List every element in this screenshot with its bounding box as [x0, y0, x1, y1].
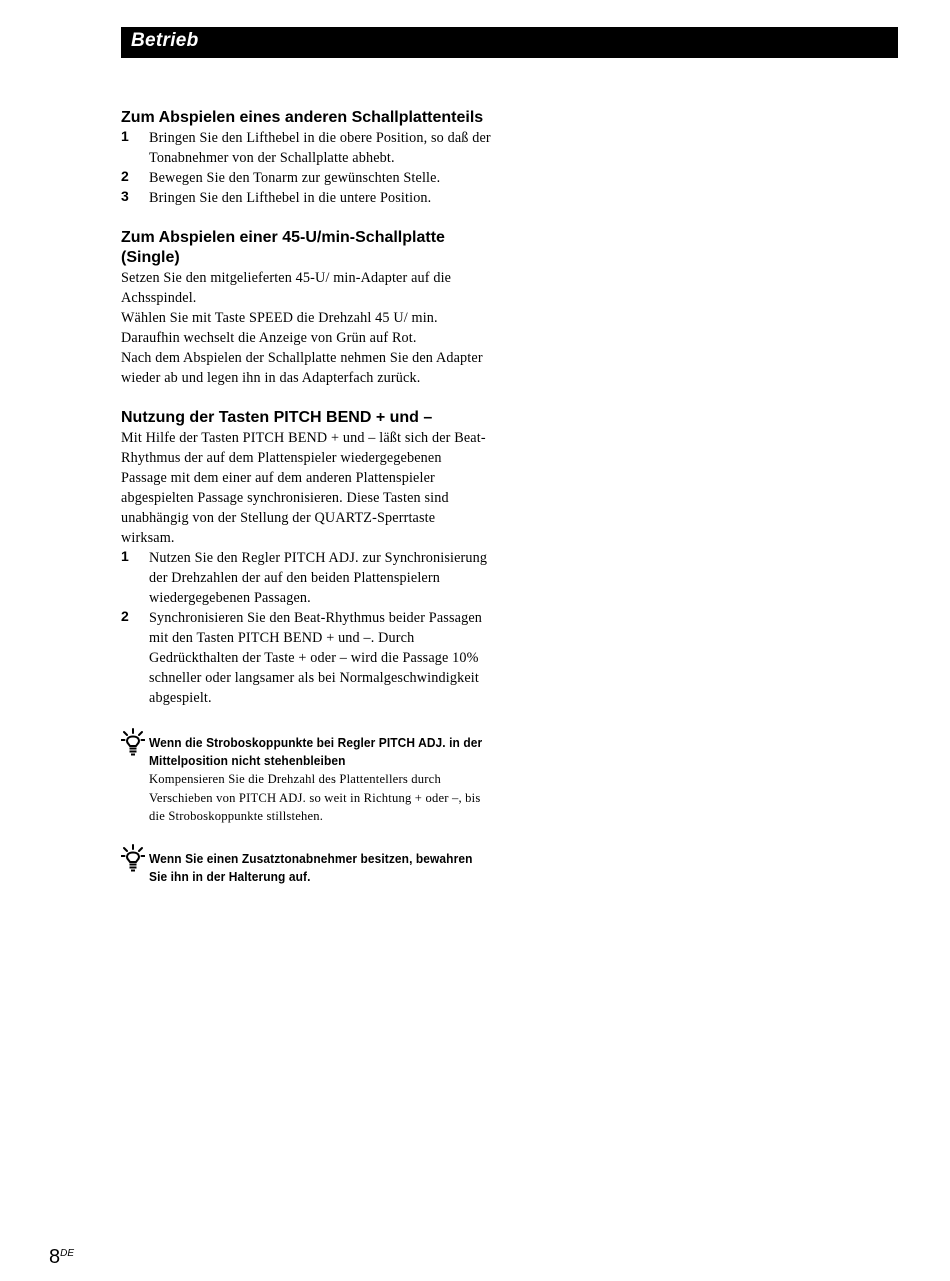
lightbulb-icon	[121, 728, 145, 758]
section-title: Betrieb	[131, 30, 199, 51]
paragraph: Wählen Sie mit Taste SPEED die Drehzahl 45 U/ min. Daraufhin wechselt die Anzeige von Grün auf Rot.	[121, 310, 438, 346]
tip-title: Wenn die Stroboskoppunkte bei Regler PITCH ADJ. in der Mittelposition nicht stehenbleiben	[149, 735, 483, 768]
step-text: Bewegen Sie den Tonarm zur gewünschten Stelle.	[149, 170, 441, 186]
step-item	[121, 548, 491, 608]
lightbulb-icon	[121, 844, 145, 874]
step-text: Bringen Sie den Lifthebel in die untere Position.	[149, 190, 432, 206]
paragraph: Setzen Sie den mitgelieferten 45-U/ min-Adapter auf die Achsspindel.	[121, 270, 452, 306]
section-other-part	[121, 108, 491, 208]
step-number: 1	[121, 128, 129, 144]
step-item	[121, 168, 491, 188]
tip-note	[121, 734, 491, 826]
paragraph: Nach dem Abspielen der Schallplatte nehmen Sie den Adapter wieder ab und legen ihn in das Adapterfach zurück.	[121, 350, 483, 386]
main-content	[121, 108, 491, 886]
step-item	[121, 128, 491, 168]
page-number	[49, 1246, 74, 1269]
step-text: Bringen Sie den Lifthebel in die obere Position, so daß der Tonabnehmer von der Schallplatte abhebt.	[149, 130, 491, 166]
section-heading: Nutzung der Tasten PITCH BEND + und –	[121, 409, 433, 426]
section-single-record	[121, 228, 491, 388]
step-number: 2	[121, 168, 129, 184]
tip-body: Kompensieren Sie die Drehzahl des Plattentellers durch Verschieben von PITCH ADJ. so weit in Richtung + oder –, bis die Stroboskoppunkte stillstehen.	[149, 772, 481, 823]
section-heading: Zum Abspielen einer 45-U/min-Schallplatte (Single)	[121, 229, 445, 266]
step-number: 2	[121, 608, 129, 624]
section-heading: Zum Abspielen eines anderen Schallplattenteils	[121, 109, 484, 126]
step-number: 1	[121, 548, 129, 564]
page-language-suffix: DE	[60, 1248, 75, 1259]
step-text: Nutzen Sie den Regler PITCH ADJ. zur Synchronisierung der Drehzahlen der auf den beiden Plattenspielern wiedergegebenen Passagen.	[149, 550, 488, 606]
step-text: Synchronisieren Sie den Beat-Rhythmus beider Passagen mit den Tasten PITCH BEND + und –. Durch Gedrückthalten der Taste + oder – wird die Passage 10% schneller oder langsamer als bei Normalgeschwindigkeit abgespielt.	[149, 610, 483, 706]
section-pitch-bend	[121, 408, 491, 708]
step-item	[121, 188, 491, 208]
step-number: 3	[121, 188, 129, 204]
tip-title: Wenn Sie einen Zusatztonabnehmer besitzen, bewahren Sie ihn in der Halterung auf.	[149, 850, 473, 884]
section-header-bar	[121, 27, 898, 58]
step-item	[121, 608, 491, 708]
tip-note	[121, 850, 491, 886]
page-number-value: 8	[49, 1246, 61, 1268]
paragraph: Mit Hilfe der Tasten PITCH BEND + und – läßt sich der Beat-Rhythmus der auf dem Plattenspieler wiedergegebenen Passage mit dem einer auf dem anderen Plattenspieler abgespielten Passage synchronisieren. Diese Tasten sind unabhängig von der Stellung der QUARTZ-Sperrtaste wirksam.	[121, 430, 486, 546]
